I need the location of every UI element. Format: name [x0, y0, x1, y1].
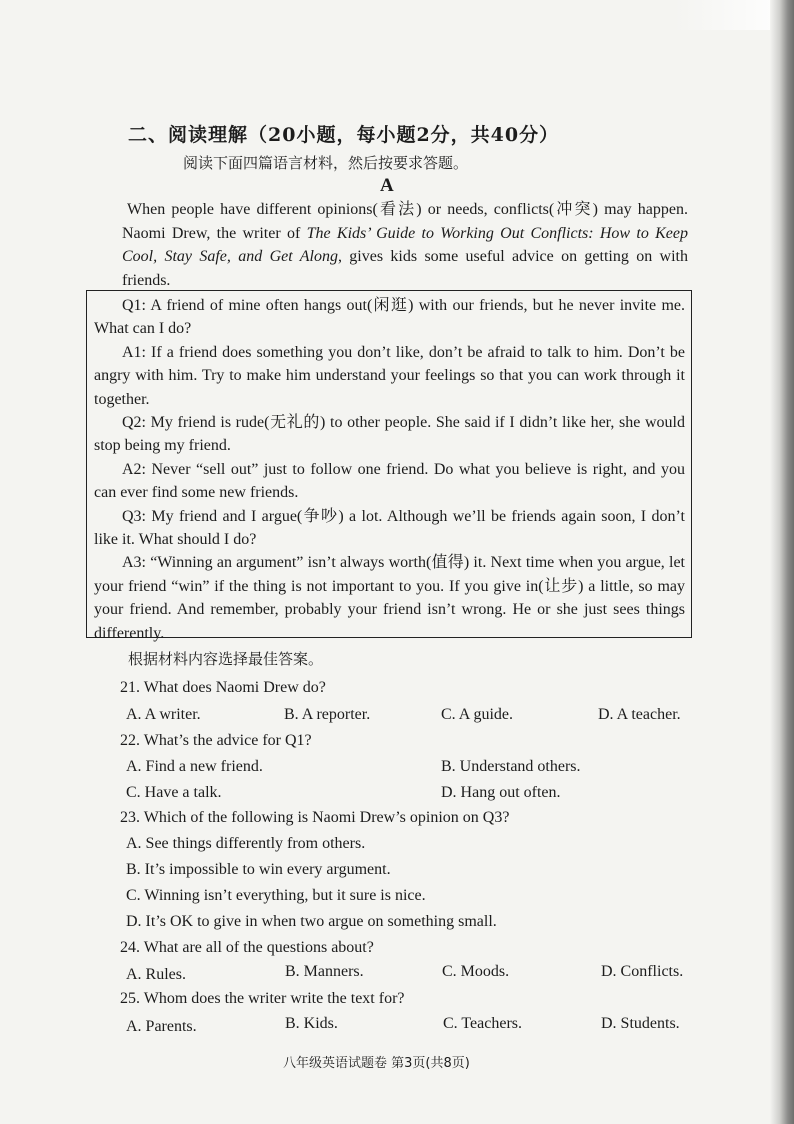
q22-option-b[interactable]: B. Understand others. — [441, 758, 581, 775]
qa-answer-1: A1: If a friend does something you don’t like, don’t be afraid to talk to him. Don’t be angry with him. Try to make him understand your feelings so that you can work through it together. — [94, 343, 685, 408]
page-footer: 八年级英语试题卷 第3页(共8页) — [283, 1056, 470, 1071]
q24-option-c[interactable]: C. Moods. — [442, 963, 510, 980]
q21-option-d[interactable]: D. A teacher. — [598, 706, 681, 723]
page-edge-shadow — [770, 0, 794, 1124]
book-title: The Kids’ Guide to Working Out Conflicts: How to Keep Cool, Stay Safe, and Get Along — [122, 224, 689, 265]
q24-option-a[interactable]: A. Rules. — [126, 966, 186, 983]
intro-text-after: , gives kids some useful advice on getting on with friends. — [122, 248, 689, 289]
question-25: 25. Whom does the writer write the text for? — [120, 990, 405, 1007]
qa-answer-3: A3: “Winning an argument” isn’t always worth(值得) it. Next time when you argue, let your friend “win” if the thing is not important to you. If you give in(让步) a little, so may your friend. And remember, probably your friend isn’t wrong. He or she just sees things differently. — [94, 554, 685, 642]
section-title: 二、阅读理解（20小题，每小题2分，共40分） — [128, 124, 560, 146]
intro-text-before: When people have different opinions(看法) or needs, conflicts(冲突) may happen. Naomi Drew, the writer of — [122, 201, 688, 242]
q23-option-d[interactable]: D. It’s OK to give in when two argue on something small. — [126, 913, 497, 930]
q22-option-c[interactable]: C. Have a talk. — [126, 784, 222, 801]
q25-option-b[interactable]: B. Kids. — [285, 1015, 338, 1032]
qa-question-1: Q1: A friend of mine often hangs out(闲逛) with our friends, but he never invite me. What can I do? — [94, 297, 685, 338]
q23-option-c[interactable]: C. Winning isn’t everything, but it sure is nice. — [126, 887, 426, 904]
qa-question-2: Q2: My friend is rude(无礼的) to other people. She said if I didn’t like her, she would stop being my friend. — [94, 414, 685, 455]
q21-option-a[interactable]: A. A writer. — [126, 706, 201, 723]
q23-option-b[interactable]: B. It’s impossible to win every argument. — [126, 861, 391, 878]
qa-question-3: Q3: My friend and I argue(争吵) a lot. Although we’ll be friends again soon, I don’t like it. What should I do? — [94, 507, 685, 549]
q22-option-a[interactable]: A. Find a new friend. — [126, 758, 263, 775]
q24-option-b[interactable]: B. Manners. — [285, 963, 364, 980]
question-24: 24. What are all of the questions about? — [120, 939, 374, 956]
q21-option-c[interactable]: C. A guide. — [441, 706, 514, 723]
qa-answer-2: A2: Never “sell out” just to follow one friend. Do what you believe is right, and you can ever find some new friends. — [94, 460, 685, 502]
question-21: 21. What does Naomi Drew do? — [120, 679, 326, 696]
q25-option-a[interactable]: A. Parents. — [126, 1018, 197, 1035]
q21-option-b[interactable]: B. A reporter. — [284, 706, 371, 723]
question-23: 23. Which of the following is Naomi Drew’s opinion on Q3? — [120, 809, 510, 826]
question-22: 22. What’s the advice for Q1? — [120, 732, 312, 749]
passage-label: A — [380, 175, 394, 196]
q25-option-d[interactable]: D. Students. — [601, 1015, 680, 1032]
passage-intro — [122, 198, 688, 292]
q22-option-d[interactable]: D. Hang out often. — [441, 784, 561, 801]
qa-box — [86, 290, 692, 642]
q23-option-a[interactable]: A. See things differently from others. — [126, 835, 366, 852]
q25-option-c[interactable]: C. Teachers. — [443, 1015, 522, 1032]
choose-instruction: 根据材料内容选择最佳答案。 — [128, 650, 324, 668]
q24-option-d[interactable]: D. Conflicts. — [601, 963, 684, 980]
section-instruction: 阅读下面四篇语言材料，然后按要求答题。 — [183, 154, 469, 172]
